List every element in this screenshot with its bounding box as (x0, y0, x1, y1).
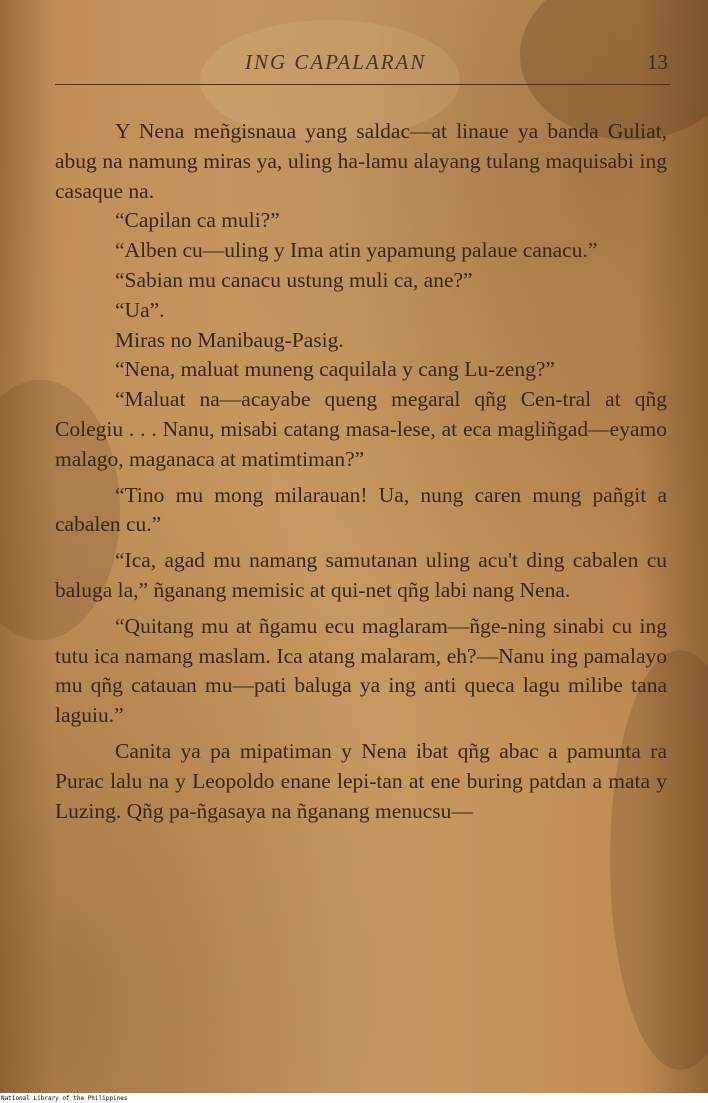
running-title: ING CAPALARAN (245, 50, 427, 74)
paragraph: “Alben cu—uling y Ima atin yapamung palaue canacu.” (115, 238, 598, 263)
paragraph: “Sabian mu canacu ustung muli ca, ane?” (115, 267, 473, 292)
paragraph: “Ica, agad mu namang samutanan uling acu't ding cabalen cu baluga la,” ñganang memisic at qui-net qñg labi nang Nena. (55, 548, 667, 602)
paragraph: “Nena, maluat muneng caquilala y cang Lu-zeng?” (115, 357, 555, 382)
page-number: 13 (647, 50, 668, 74)
paragraph: Canita ya pa mipatiman y Nena ibat qñg abac a pamunta ra Purac lalu na y Leopoldo enane lepi-tan at ene buring patdan a mata y Luzing. Qñg pa-ñgasaya na ñganang menucsu— (55, 738, 667, 823)
paragraph: “Maluat na—acayabe queng megaral qñg Cen-tral at qñg Colegiu . . . Nanu, misabi catang masa-lese, at eca magliñgad—eyamo malago, maganaca at matimtiman?” (55, 387, 667, 471)
page-header (55, 42, 670, 88)
paragraph: Miras no Manibaug-Pasig. (115, 327, 344, 352)
library-credit: National Library of the Philippines (1, 1095, 128, 1102)
paragraph: “Capilan ca muli?” (115, 208, 280, 233)
paragraph: “Tino mu mong milarauan! Ua, nung caren mung pañgit a cabalen cu.” (55, 482, 667, 537)
body-text (55, 117, 667, 826)
paragraph: “Ua”. (115, 297, 165, 322)
header-rule (55, 84, 670, 85)
paragraph: Y Nena meñgisnaua yang saldac—at linaue ya banda Guliat, abug na namung miras ya, uling ha-lamu alayang tulang maquisabi ing casaque na. (55, 119, 667, 203)
paragraph: “Quitang mu at ñgamu ecu maglaram—ñge-ning sinabi cu ing tutu ica namang maslam. Ica atang malaram, eh?—Nanu ing pamalayo mu qñg catauan mu—pati baluga ya ing anti queca lagu milibe tana laguiu.” (55, 613, 667, 728)
